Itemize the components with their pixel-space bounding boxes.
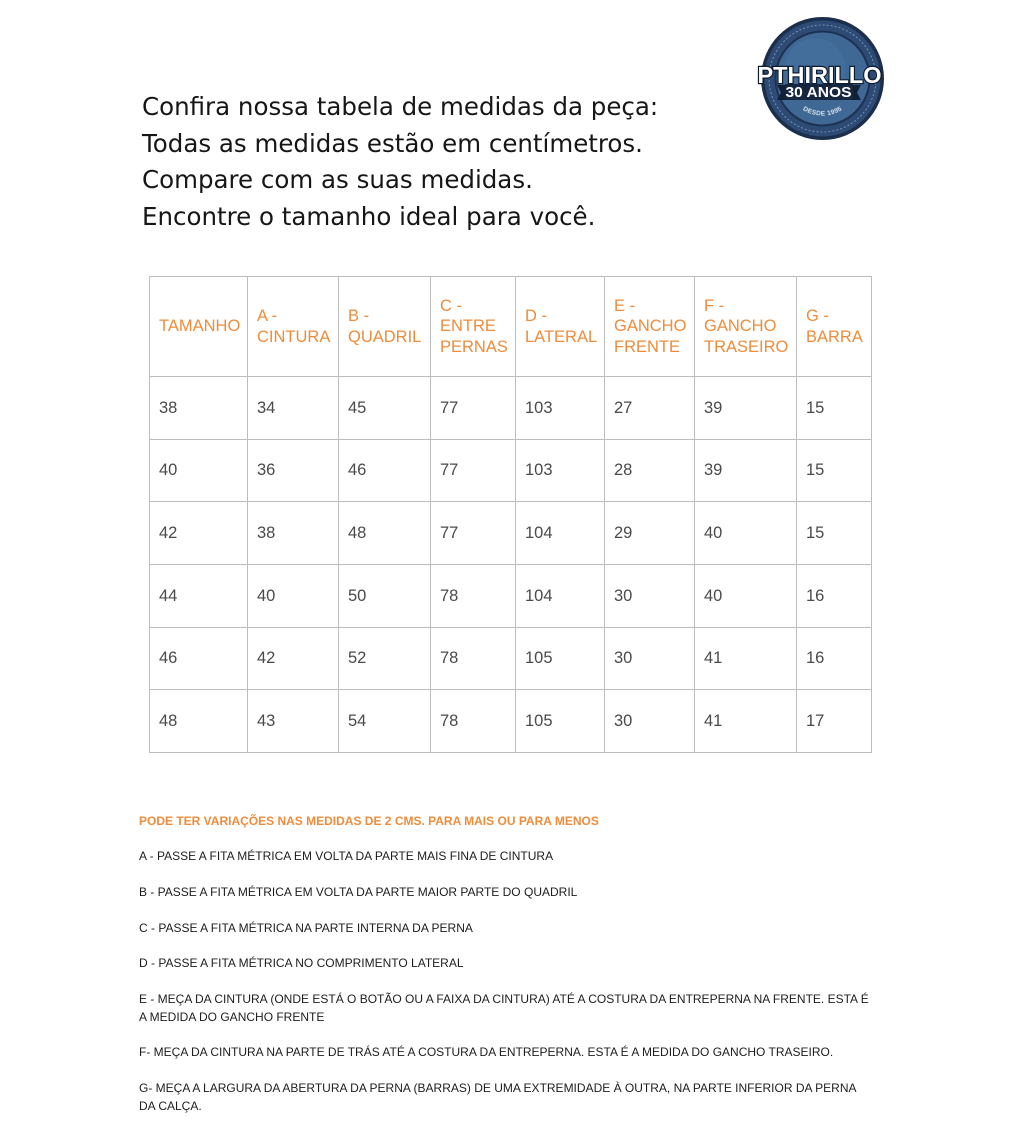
- size-cell: 42: [150, 502, 248, 565]
- intro-line: Compare com as suas medidas.: [142, 165, 533, 194]
- column-header: E - GANCHO FRENTE: [605, 277, 695, 377]
- measure-cell: 42: [248, 627, 339, 690]
- measure-cell: 27: [605, 377, 695, 440]
- intro-line: Encontre o tamanho ideal para você.: [142, 201, 596, 231]
- measure-cell: 50: [339, 564, 431, 627]
- intro-line: Todas as medidas estão em centímetros.: [142, 128, 643, 158]
- measurement-note: B - PASSE A FITA MÉTRICA EM VOLTA DA PARTE MAIOR PARTE DO QUADRIL: [139, 884, 578, 899]
- measurement-note: D - PASSE A FITA MÉTRICA NO COMPRIMENTO LATERAL: [139, 956, 464, 971]
- measure-cell: 46: [339, 439, 431, 502]
- size-cell: 38: [150, 377, 248, 440]
- table-row: [150, 564, 872, 627]
- table-row: [150, 377, 872, 440]
- variation-warning: PODE TER VARIAÇÕES NAS MEDIDAS DE 2 CMS. PARA MAIS OU PARA MENOS: [139, 813, 599, 828]
- measure-cell: 105: [516, 690, 605, 753]
- size-cell: 48: [150, 690, 248, 753]
- measure-cell: 41: [695, 627, 797, 690]
- logo-anniversary: 30 ANOS: [785, 84, 852, 101]
- measure-cell: 105: [516, 627, 605, 690]
- table-row: [150, 439, 872, 502]
- header-row: [150, 277, 872, 377]
- measure-cell: 77: [431, 502, 516, 565]
- measure-cell: 103: [516, 377, 605, 440]
- column-header: A - CINTURA: [248, 277, 339, 377]
- measure-cell: 39: [695, 377, 797, 440]
- measure-cell: 28: [605, 439, 695, 502]
- measurement-notes: [139, 795, 909, 1133]
- measure-cell: 17: [797, 690, 872, 753]
- table-row: [150, 690, 872, 753]
- column-header: C - ENTRE PERNAS: [431, 277, 516, 377]
- measure-cell: 16: [797, 627, 872, 690]
- table-row: [150, 502, 872, 565]
- brand-logo: [755, 13, 890, 145]
- measurement-note: G- MEÇA A LARGURA DA ABERTURA DA PERNA (BARRAS) DE UMA EXTREMIDADE À OUTRA, NA PARTE INFERIOR DA PERNA DA CALÇA.: [139, 1080, 857, 1113]
- measurement-note: E - MEÇA DA CINTURA (ONDE ESTÁ O BOTÃO OU A FAIXA DA CINTURA) ATÉ A COSTURA DA ENTREPERNA NA FRENTE. ESTA É A MEDIDA DO GANCHO FRENTE: [139, 991, 869, 1024]
- measure-cell: 104: [516, 502, 605, 565]
- measure-cell: 52: [339, 627, 431, 690]
- measure-cell: 16: [797, 564, 872, 627]
- measure-cell: 36: [248, 439, 339, 502]
- measure-cell: 78: [431, 690, 516, 753]
- measure-cell: 15: [797, 377, 872, 440]
- measure-cell: 34: [248, 377, 339, 440]
- measure-cell: 40: [695, 564, 797, 627]
- size-cell: 40: [150, 439, 248, 502]
- measure-cell: 77: [431, 377, 516, 440]
- column-header: B - QUADRIL: [339, 277, 431, 377]
- column-header: G - BARRA: [797, 277, 872, 377]
- measure-cell: 78: [431, 564, 516, 627]
- intro-text: [142, 89, 658, 235]
- measure-cell: 38: [248, 502, 339, 565]
- measurement-note: A - PASSE A FITA MÉTRICA EM VOLTA DA PARTE MAIS FINA DE CINTURA: [139, 849, 554, 864]
- column-header: TAMANHO: [150, 277, 248, 377]
- measure-cell: 45: [339, 377, 431, 440]
- measure-cell: 30: [605, 564, 695, 627]
- measurement-note: C - PASSE A FITA MÉTRICA NA PARTE INTERNA DA PERNA: [139, 920, 473, 935]
- measure-cell: 40: [695, 502, 797, 565]
- measure-cell: 15: [797, 502, 872, 565]
- measure-cell: 43: [248, 690, 339, 753]
- measure-cell: 30: [605, 690, 695, 753]
- measure-cell: 48: [339, 502, 431, 565]
- measure-cell: 29: [605, 502, 695, 565]
- logo-brand-name: PTHIRILLO: [757, 62, 882, 88]
- measure-cell: 15: [797, 439, 872, 502]
- size-cell: 44: [150, 564, 248, 627]
- measure-cell: 77: [431, 439, 516, 502]
- intro-line: Confira nossa tabela de medidas da peça:: [142, 92, 659, 121]
- column-header: F - GANCHO TRASEIRO: [695, 277, 797, 377]
- table-row: [150, 627, 872, 690]
- column-header: D - LATERAL: [516, 277, 605, 377]
- measure-cell: 40: [248, 564, 339, 627]
- size-table: [149, 276, 872, 753]
- measure-cell: 103: [516, 439, 605, 502]
- size-cell: 46: [150, 627, 248, 690]
- logo-since-text: DESDE 1995: [801, 105, 844, 118]
- measure-cell: 54: [339, 690, 431, 753]
- size-table-header: [150, 277, 872, 377]
- measure-cell: 78: [431, 627, 516, 690]
- measure-cell: 104: [516, 564, 605, 627]
- measure-cell: 30: [605, 627, 695, 690]
- measurement-note: F- MEÇA DA CINTURA NA PARTE DE TRÁS ATÉ A COSTURA DA ENTREPERNA. ESTA É A MEDIDA DO GANCHO TRASEIRO.: [139, 1045, 834, 1060]
- measure-cell: 39: [695, 439, 797, 502]
- size-table-body: [150, 377, 872, 753]
- measure-cell: 41: [695, 690, 797, 753]
